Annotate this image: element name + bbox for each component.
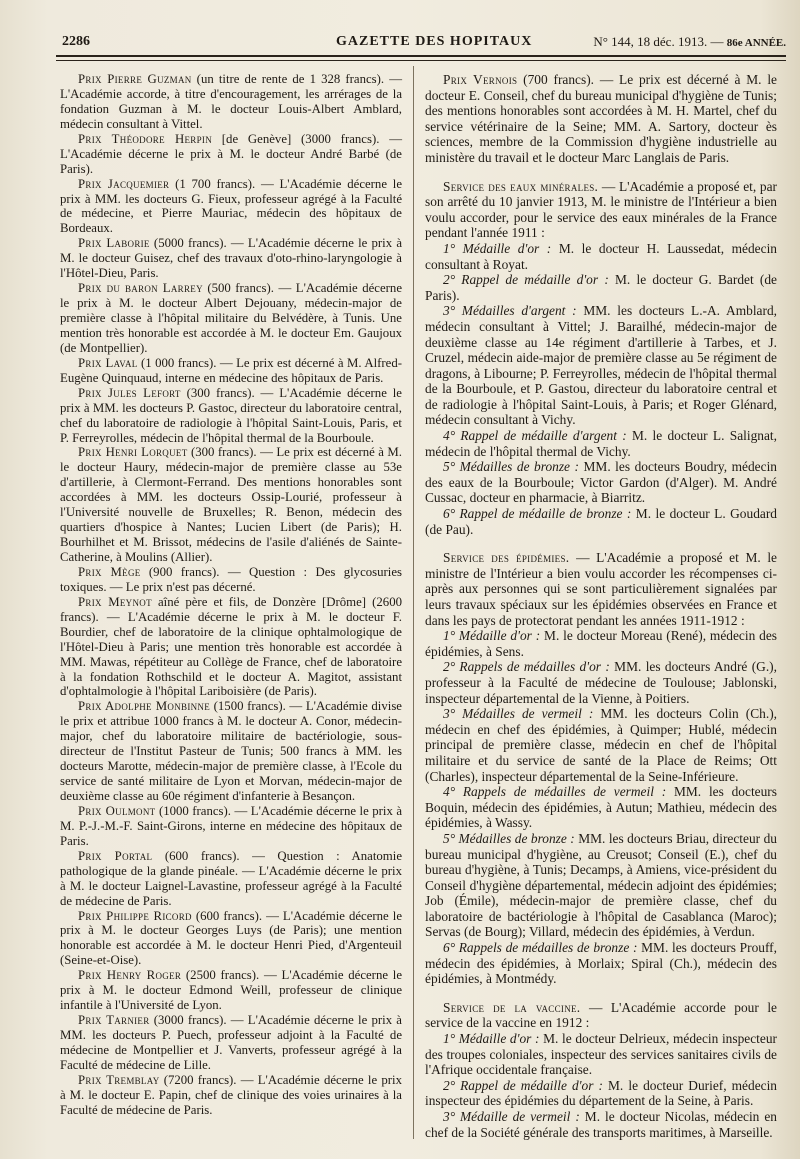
section-heading: Prix Jacquemier [78, 176, 170, 191]
paragraph-text: M. le docteur G. Bardet (de Paris). [425, 272, 778, 303]
issue-year: 86e ANNÉE. [726, 37, 786, 49]
column-divider [413, 66, 414, 1139]
left-paragraph [60, 595, 402, 700]
paragraph-text: MM. les docteurs Colin (Ch.), médecin en chef des épidémies, à Quimper; Hublé, médecin principal de première classe, médecin en chef de l'hôpital militaire et du service de santé de la Place de Reims; Ott (Charles), inspecteur départemental de la Seine-Inférieure. [425, 706, 778, 784]
left-paragraph [60, 968, 402, 1013]
left-paragraph [60, 177, 402, 237]
right-paragraph [425, 550, 777, 628]
award-category: 3° Médailles d'argent : [443, 303, 577, 319]
paragraph-text: MM. les docteurs Briau, directeur du bureau municipal d'hygiène, au Creusot; Conseil (E.), chef du bureau d'hygiène, à Tunis; Decamps, à Amiens, vice-président du Conseil d'hygiène départemental, médecin adjoint des épidémies; Job (Émile), médecin-major de première classe, chef du laboratoire de bactériologie à l'hôpital de Casablanca (Maroc); Servas (de Bourg); Villard, médecin des épidémies, à Verdun. [425, 830, 777, 940]
award-category: 3° Médailles de vermeil : [443, 706, 594, 722]
left-paragraph [60, 445, 402, 565]
paragraph-text: M. le docteur L. Goudard (de Pau). [425, 506, 777, 537]
section-heading: Prix Adolphe Monbinne [78, 699, 211, 714]
paragraph-text: (1000 francs). — L'Académie décerne le prix à M. P.-J.-M.-F. Saint-Girons, interne en médecine des hôpitaux de Paris. [60, 803, 403, 848]
award-category: 2° Rappels de médailles d'or : [443, 659, 610, 675]
paragraph-text: M. le docteur Nicolas, médecin en chef de la Société générale des transports maritimes, à Marseille. [425, 1109, 777, 1140]
right-paragraph [425, 241, 777, 272]
left-paragraph [60, 72, 402, 132]
paragraph-text: (1 700 francs). — L'Académie décerne le prix à MM. les docteurs G. Fieux, professeur agrégé à la Faculté de médecine, et Pierre Mauriac, médecin des hôpitaux de Bordeaux. [60, 176, 403, 236]
section-heading: Prix Vernois [443, 72, 518, 87]
paragraph-text: (300 francs). — L'Académie décerne le prix à MM. les docteurs P. Gastoc, directeur du laboratoire central, chef du laboratoire de radiologie à l'hôpital Saint-Louis, Paris, et P. Ferreyrolles, médecin de l'hôpital thermal de la Bourboule. [60, 385, 402, 445]
section-heading: Prix Jules Lefort [78, 385, 181, 400]
left-paragraph [60, 804, 402, 849]
right-paragraph [425, 1109, 777, 1140]
award-category: 3° Médaille de vermeil : [443, 1109, 580, 1124]
left-paragraph [60, 386, 402, 446]
award-category: 2° Rappel de médaille d'or : [443, 272, 609, 288]
paragraph-text: MM. les docteurs Boudry, médecin des eaux de la Bourboule; Victor Gardon (d'Alger). M. André Cussac, docteur en pharmacie, à Biarritz. [425, 459, 777, 506]
section-heading: Prix Pierre Guzman [78, 72, 192, 86]
paragraph-text: (5000 francs). — L'Académie décerne le prix à M. le docteur Guisez, chef des travaux d'oto-rhino-laryngologie à l'Hôtel-Dieu, Paris. [60, 236, 402, 281]
paragraph-text: MM. les docteurs André (G.), professeur à la Faculté de médecine de Toulouse; Jablonski, inspecteur départemental de la Vienne, à Poitiers. [425, 659, 777, 706]
section-heading: Prix Tarnier [78, 1013, 150, 1028]
right-paragraph [425, 272, 777, 303]
paragraph-text: (2500 francs). — L'Académie décerne le prix à M. le docteur Edmond Weill, professeur de clinique infantile à l'Université de Lyon. [60, 968, 402, 1013]
left-paragraph [60, 132, 402, 177]
award-category: 2° Rappel de médaille d'or : [443, 1077, 603, 1093]
journal-title: GAZETTE DES HOPITAUX [336, 34, 533, 49]
paragraph-text: MM. les docteurs L.-A. Amblard, médecin consultant à Vittel; J. Barailhé, médecin-major de deuxième classe au 14e régiment d'artillerie à Tarbes, et J. Cruzel, médecin aide-major de première classe au 5e régiment de dragons, à Libourne; P. Ferreyrolles, médecin de l'hôpital thermal de la Bourboule, et P. Gastou, directeur du laboratoire central et de radiologie à l'hôpital Saint-Louis, à Paris; et Roger Glénard, médecin consultant à Vichy. [425, 303, 777, 428]
section-heading: Service de la vaccine. [443, 999, 581, 1015]
right-paragraph [425, 179, 777, 241]
paragraph-text: (7200 francs). — L'Académie décerne le prix à M. le docteur E. Papin, chef de clinique des voies urinaires à la Faculté de médecine de Paris. [60, 1072, 402, 1117]
award-category: 1° Médaille d'or : [443, 1031, 540, 1047]
section-heading: Prix Laval [78, 355, 138, 370]
section-heading: Prix Théodore Herpin [78, 131, 213, 146]
right-paragraph [425, 831, 777, 940]
section-heading: Prix Laborie [78, 236, 150, 251]
award-category: 6° Rappel de médaille de bronze : [443, 506, 632, 522]
paragraph-text: (1 000 francs). — Le prix est décerné à M. Alfred-Eugène Quinquaud, interne en médecine des hôpitaux de Paris. [60, 355, 402, 385]
right-paragraph [425, 72, 777, 166]
paragraph-text: MM. les docteurs Boquin, médecin des épidémies, à Autun; Mathieu, médecin des épidémies, à Wassy. [425, 784, 777, 831]
award-category: 1° Médaille d'or : [443, 628, 541, 644]
section-heading: Prix du baron Larrey [78, 281, 203, 296]
left-paragraph [60, 849, 402, 909]
right-paragraph [425, 706, 777, 784]
left-paragraph [60, 1073, 402, 1118]
right-paragraph [425, 303, 777, 428]
paragraph-text: (900 francs). — Question : Des glycosuries toxiques. — Le prix n'est pas décerné. [60, 564, 403, 594]
paragraph-text: MM. les docteurs Prouff, médecin des épidémies, à Morlaix; Spiral (Ch.), médecin des épidémies, à Montmédy. [425, 940, 777, 987]
section-heading: Service des épidémies. [443, 550, 570, 566]
paragraph-text: [de Genève] (3000 francs). — L'Académie décerne le prix à M. le docteur André Barbé (de Paris). [60, 131, 402, 176]
paragraph-text: (1500 francs). — L'Académie divise le prix et attribue 1000 francs à M. le docteur A. Conor, médecin-major, chef du laboratoire militaire de bactériologie, sous-directeur de l'Institut Pasteur de Tunis; 500 francs à MM. les docteurs Marotte, médecin-major de première classe, à l'Ecole du service de santé militaire de Lyon et Morvan, médecin-major de deuxième classe au 60e régiment d'infanterie à Besançon. [60, 699, 402, 803]
left-paragraph [60, 356, 402, 386]
left-paragraph [60, 909, 402, 969]
right-paragraph [425, 784, 777, 831]
paragraph-text: (300 francs). — Le prix est décerné à M. le docteur Haury, médecin-major de première classe au 53e d'artillerie, à Clermont-Ferrand. Des mentions honorables sont accordées à MM. les docteurs Ossip-Lourié, professeur à l'Université nouvelle de Bruxelles; R. Benon, médecin des quartiers d'hospice à Nantes; Lucien Libert (de Paris); H. Bourhilhet et M. Brissot, médecins de l'asile d'aliénés de Sainte-Catherine, à Moulins (Allier). [60, 445, 402, 564]
section-heading: Prix Henry Roger [78, 968, 182, 983]
section-heading: Prix Portal [78, 848, 153, 863]
left-paragraph [60, 1013, 402, 1073]
right-column [425, 72, 777, 1141]
paragraph-text: (un titre de rente de 1 328 francs). — L'Académie accorde, à titre d'encouragement, les arrérages de la fondation Guzman à M. le docteur Louis-Albert Amblard, médecin consultant à Vittel. [60, 72, 402, 131]
award-category: 4° Rappel de médaille d'argent : [443, 428, 627, 444]
right-paragraph [425, 940, 777, 987]
right-paragraph [425, 1078, 777, 1109]
right-paragraph [425, 1031, 777, 1078]
right-paragraph [425, 659, 777, 706]
award-category: 1° Médaille d'or : [443, 240, 552, 256]
section-heading: Prix Tremblay [78, 1072, 160, 1087]
section-heading: Service des eaux minérales. [443, 178, 599, 194]
paragraph-text: M. le docteur H. Laussedat, médecin consultant à Royat. [425, 240, 777, 272]
header-rule-thick [56, 55, 786, 57]
paragraph-text: (3000 francs). — L'Académie décerne le prix à MM. les docteurs P. Puech, professeur adjoint à la Faculté de médecine de Montpellier et J. Vanverts, professeur agrégé à la Faculté de médecine de Lille. [60, 1013, 402, 1072]
paragraph-text: — L'Académie accorde pour le service de la vaccine en 1912 : [425, 999, 777, 1031]
paragraph-text: M. le docteur Durief, médecin inspecteur des épidémies du département de la Seine, à Paris. [425, 1077, 777, 1109]
paragraph-text: aîné père et fils, de Donzère [Drôme] (2600 francs). — L'Académie décerne le prix à M. le docteur F. Bourdier, chef de laboratoire de la clinique ophtalmologique de l'Hôtel-Dieu à Paris; une mention très honorable est accordée à MM. Mawas, répétiteur au Collège de France, chef de laboratoire à la fondation Rothschild et le docteur A. Magitot, assistant d'ophtalmologie à l'hôpital Lariboisière (de Paris). [60, 594, 402, 699]
left-column [60, 72, 402, 1141]
section-heading: Prix Philippe Ricord [78, 908, 192, 923]
section-heading: Prix Henri Lorquet [78, 445, 188, 460]
paragraph-text: M. le docteur L. Salignat, médecin de l'hôpital thermal de Vichy. [425, 428, 777, 459]
left-paragraph [60, 236, 402, 281]
award-category: 6° Rappels de médailles de bronze : [443, 940, 638, 956]
paragraph-text: M. le docteur Moreau (René), médecin des épidémies, à Sens. [425, 628, 777, 659]
section-heading: Prix Mège [78, 564, 141, 579]
paragraph-text: (700 francs). — Le prix est décerné à M. le docteur E. Conseil, chef du bureau municipal d'hygiène de Tunis; des mentions honorables sont accordées à M. H. Martel, chef du service vétérinaire de la Seine; MM. A. Sartory, docteur ès sciences, membre de la Commission d'hygiène industrielle au ministère du travail et le docteur Marc Langlais de Paris. [425, 72, 777, 165]
award-category: 5° Médailles de bronze : [443, 459, 579, 475]
right-paragraph [425, 628, 777, 659]
issue-info [593, 34, 786, 50]
award-category: 4° Rappels de médailles de vermeil : [443, 784, 667, 800]
left-paragraph [60, 699, 402, 804]
paragraph-text: — L'Académie a proposé et, par son arrêté du 10 janvier 1913, M. le ministre de l'Intérieur a bien voulu accorder, pour le service des eaux minérales de la France pendant l'année 1911 : [425, 178, 778, 241]
right-paragraph [425, 459, 777, 506]
left-paragraph [60, 281, 402, 356]
left-paragraph [60, 565, 402, 595]
paragraph-text: — L'Académie a proposé et M. le ministre de l'Intérieur a bien voulu accorder les récompenses ci-après aux personnes qui se sont particulièrement signalées par leurs travaux spéciaux sur les épidémies observées en France et dans les pays de protectorat pendant les années 1911-1912 : [425, 550, 777, 628]
paragraph-text: (600 francs). — Question : Anatomie pathologique de la glande pinéale. — L'Académie décerne le prix à M. le docteur Laignel-Lavastine, professeur agrégé à la Faculté de médecine de Paris. [60, 848, 402, 908]
issue-number-date: N° 144, 18 déc. 1913. — [593, 34, 724, 49]
paragraph-text: (500 francs). — L'Académie décerne le prix à M. le docteur Albert Dejouany, médecin-major de première classe à l'hôpital militaire du Belvédère, à Tunis. Une mention très honorable est accordée à M. le docteur Em. Gaujoux (de Montpellier). [60, 281, 402, 355]
award-category: 5° Médailles de bronze : [443, 830, 575, 846]
paragraph-text: M. le docteur Delrieux, médecin inspecteur des troupes coloniales, inspecteur des services sanitaires civils de l'Afrique occidentale française. [425, 1031, 777, 1078]
right-paragraph [425, 1000, 777, 1031]
page-number: 2286 [62, 34, 90, 49]
right-paragraph [425, 428, 777, 459]
header-rule-thin [56, 60, 786, 61]
section-heading: Prix Meynot [78, 594, 152, 609]
right-paragraph [425, 506, 777, 537]
paragraph-text: (600 francs). — L'Académie décerne le prix à M. le docteur Georges Luys (de Paris); une mention honorable est accordée à M. le docteur Henri Pied, d'Argenteuil (Seine-et-Oise). [60, 908, 402, 968]
section-heading: Prix Oulmont [78, 803, 156, 818]
